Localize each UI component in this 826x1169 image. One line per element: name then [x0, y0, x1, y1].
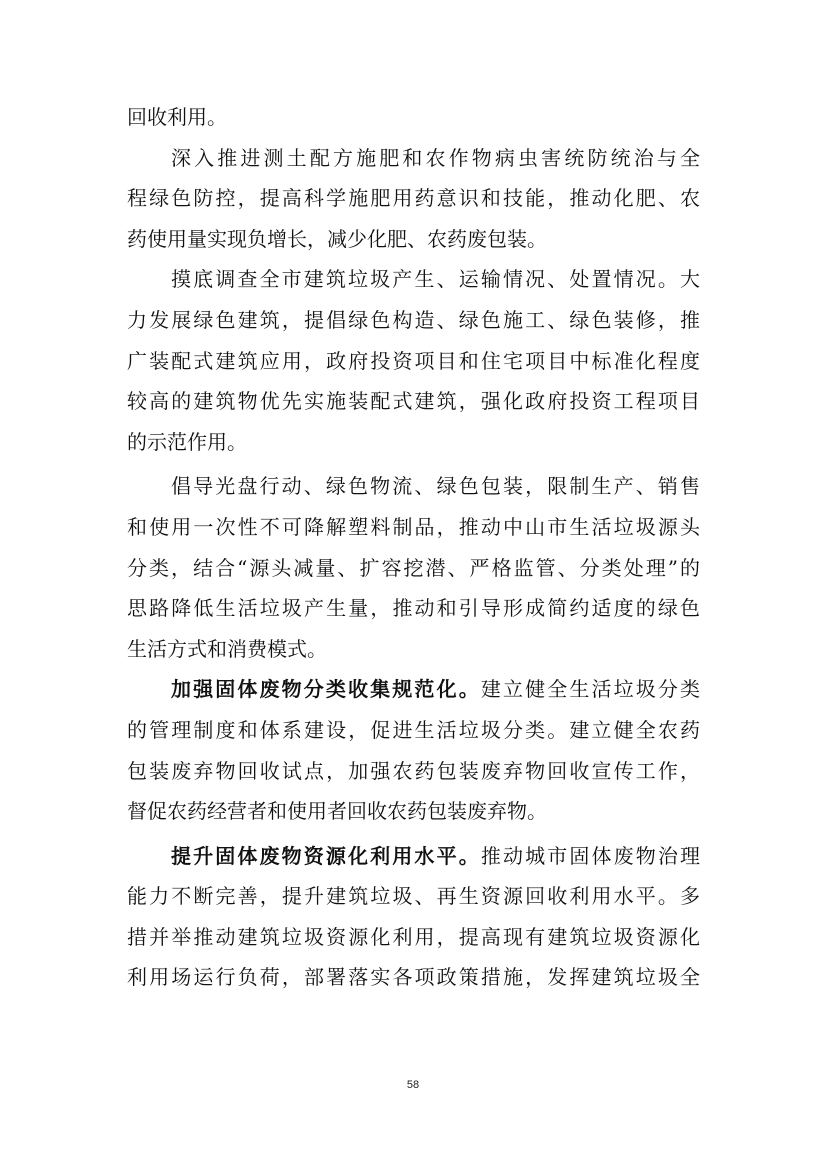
text-line: 较高的建筑物优先实施装配式建筑，强化政府投资工程项目: [127, 389, 700, 414]
text-line: 摸底调查全市建筑垃圾产生、运输情况、处置情况。大: [171, 267, 700, 292]
text-line: 能力不断完善，提升建筑垃圾、再生资源回收利用水平。多: [127, 884, 700, 909]
text-line: [127, 836, 700, 877]
section-heading: 加强固体废物分类收集规范化。: [171, 677, 481, 702]
text-line: [127, 669, 700, 710]
paragraph: [127, 138, 700, 260]
text-line: 思路降低生活垃圾产生量，推动和引导形成简约适度的绿色: [127, 596, 700, 621]
text-run: 推动城市固体废物治理: [480, 843, 700, 868]
text-line: 力发展绿色建筑，提倡绿色构造、绿色施工、绿色装修，推: [127, 307, 700, 332]
paragraph: [127, 466, 700, 669]
paragraph: [127, 836, 700, 998]
text-line: 的示范作用。: [127, 429, 247, 454]
page-number: 58: [406, 1079, 420, 1091]
text-line: 程绿色防控，提高科学施肥用药意识和技能，推动化肥、农: [127, 186, 700, 211]
text-line: 广装配式建筑应用，政府投资项目和住宅项目中标准化程度: [127, 348, 700, 373]
text-line: 深入推进测土配方施肥和农作物病虫害统防统治与全: [171, 145, 700, 170]
text-line: 回收利用。: [127, 105, 227, 129]
text-line: 的管理制度和体系建设，促进生活垃圾分类。建立健全农药: [127, 717, 700, 742]
text-line: 和使用一次性不可降解塑料制品，推动中山市生活垃圾源头: [127, 514, 700, 539]
text-line: 倡导光盘行动、绿色物流、绿色包装，限制生产、销售: [171, 474, 700, 499]
text-line: 药使用量实现负增长，减少化肥、农药废包装。: [127, 226, 547, 251]
text-line: 措并举推动建筑垃圾资源化利用，提高现有建筑垃圾资源化: [127, 924, 700, 949]
text-run: 建立健全生活垃圾分类: [480, 677, 700, 702]
text-line: 分类，结合“源头减量、扩容挖潜、严格监管、分类处理”的: [127, 555, 700, 580]
text-line: 利用场运行负荷，部署落实各项政策措施，发挥建筑垃圾全: [127, 965, 700, 990]
text-line: 包装废弃物回收试点，加强农药包装废弃物回收宣传工作，: [127, 758, 700, 783]
paragraph: [127, 259, 700, 462]
section-heading: 提升固体废物资源化利用水平。: [171, 843, 481, 868]
text-line: 督促农药经营者和使用者回收农药包装废弃物。: [127, 799, 547, 824]
body-text: [127, 97, 700, 998]
text-line: 生活方式和消费模式。: [127, 636, 327, 661]
paragraph: [127, 669, 700, 831]
